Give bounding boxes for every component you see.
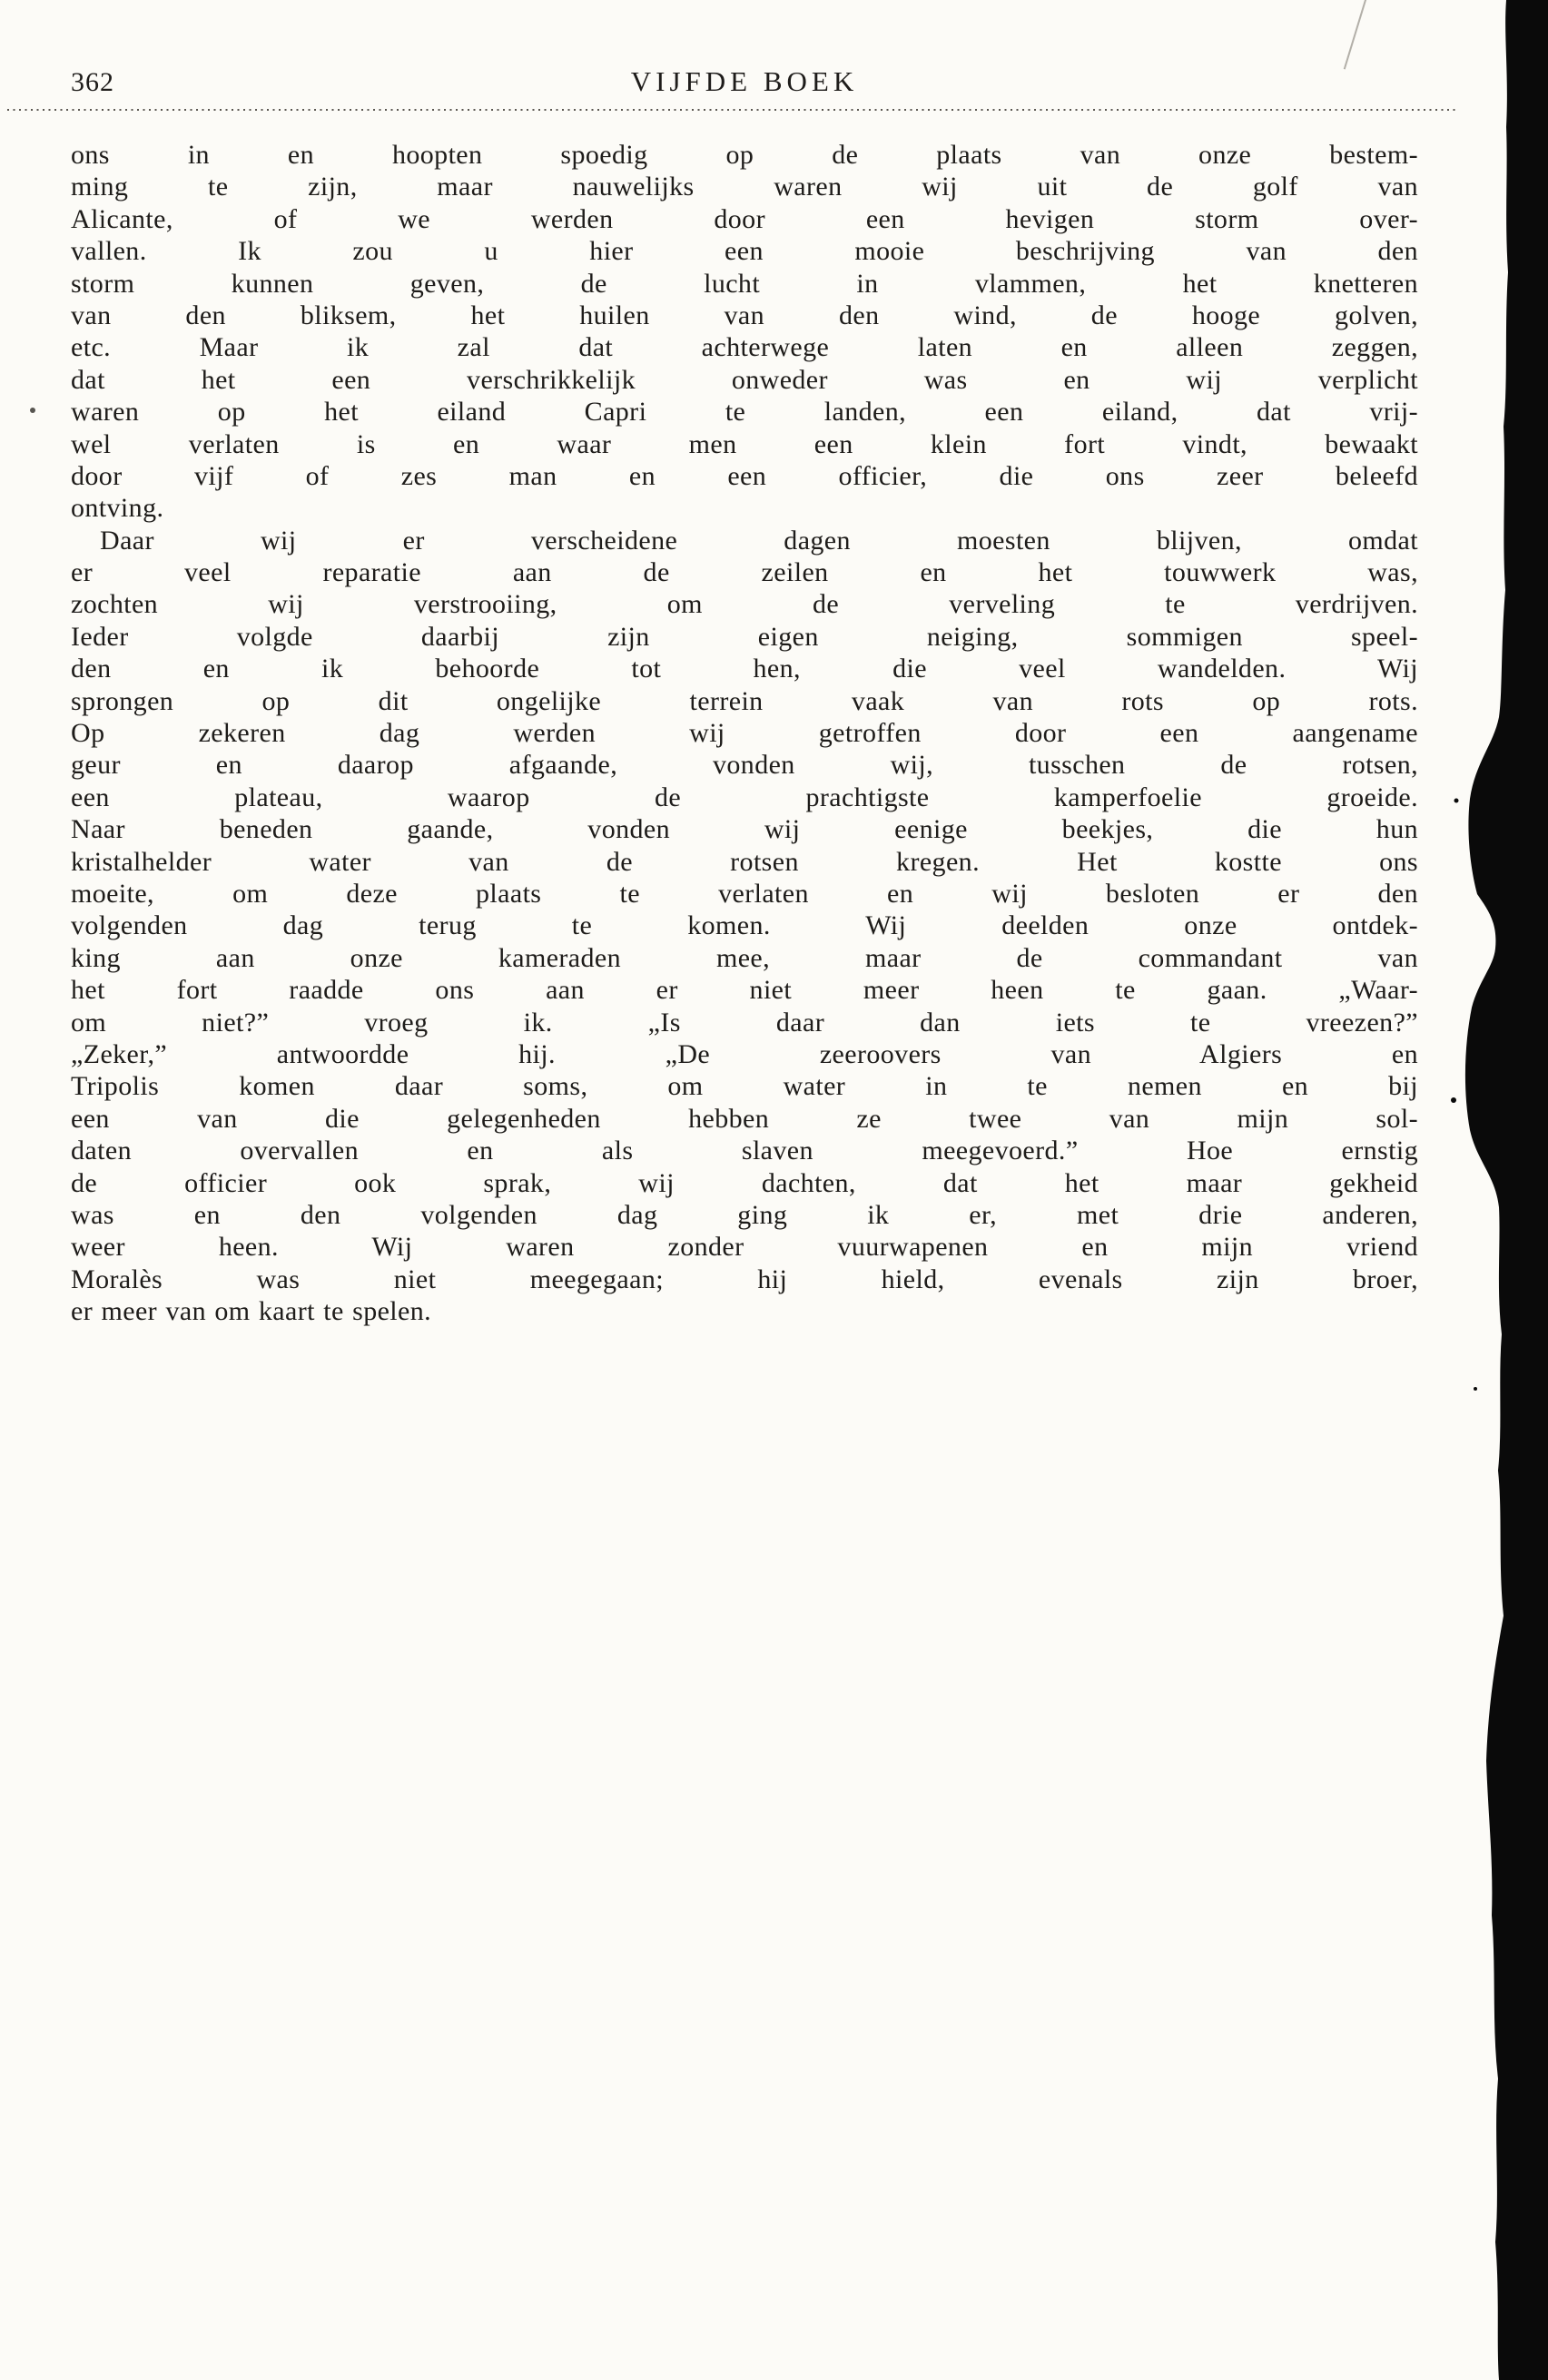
text-line: kristalhelder water van de rotsen kregen. Het kostte ons — [71, 846, 1418, 877]
text-line: Tripolis komen daar soms, om water in te nemen en bij — [71, 1071, 1418, 1102]
edge-speck — [1454, 799, 1459, 803]
text-line: moeite, om deze plaats te verlaten en wij besloten er den — [71, 878, 1418, 909]
text-line: zochten wij verstrooiing, om de verveling te verdrijven. — [71, 589, 1418, 620]
text-line: Naar beneden gaande, vonden wij eenige beekjes, die hun — [71, 814, 1418, 845]
text-line: van den bliksem, het huilen van den wind, de hooge golven, — [71, 300, 1418, 330]
text-line: Ieder volgde daarbij zijn eigen neiging, sommigen speel- — [71, 621, 1418, 652]
scan-scratch-line — [1344, 0, 1367, 69]
text-line: „Zeker,” antwoordde hij. „De zeeroovers van Algiers en — [71, 1038, 1418, 1069]
text-line: vallen. Ik zou u hier een mooie beschrijving van den — [71, 236, 1418, 267]
text-line: een plateau, waarop de prachtigste kamperfoelie groeide. — [71, 782, 1418, 812]
text-line: door vijf of zes man en een officier, die ons zeer beleefd — [71, 460, 1418, 491]
body-text — [71, 139, 1418, 1327]
text-line: het fort raadde ons aan er niet meer heen te gaan. „Waar- — [71, 975, 1418, 1006]
text-line: etc. Maar ik zal dat achterwege laten en alleen zeggen, — [71, 332, 1418, 363]
edge-speck — [1474, 1387, 1477, 1391]
text-line: ontving. — [71, 493, 164, 524]
text-line: ming te zijn, maar nauwelijks waren wij uit de golf van — [71, 172, 1418, 202]
text-line: volgenden dag terug te komen. Wij deelden onze ontdek- — [71, 910, 1418, 941]
text-line: den en ik behoorde tot hen, die veel wandelden. Wij — [71, 654, 1418, 684]
text-line: waren op het eiland Capri te landen, een eiland, dat vrij- — [71, 397, 1418, 428]
text-line: dat het een verschrikkelijk onweder was en wij verplicht — [71, 364, 1418, 395]
text-line: wel verlaten is en waar men een klein fort vindt, bewaakt — [71, 428, 1418, 459]
text-line: storm kunnen geven, de lucht in vlammen, het knetteren — [71, 268, 1418, 299]
page-header — [71, 65, 1418, 102]
text-line: er meer van om kaart te spelen. — [71, 1296, 432, 1327]
text-line: was en den volgenden dag ging ik er, met drie anderen, — [71, 1199, 1418, 1230]
text-line: Daar wij er verscheidene dagen moesten blijven, omdat — [100, 525, 1418, 556]
text-line: sprongen op dit ongelijke terrein vaak van rots op rots. — [71, 685, 1418, 716]
scan-edge-shadow — [1448, 0, 1548, 2380]
header-divider — [7, 108, 1456, 111]
text-line: de officier ook sprak, wij dachten, dat het maar gekheid — [71, 1167, 1418, 1198]
text-line: king aan onze kameraden mee, maar de commandant van — [71, 942, 1418, 973]
edge-speck — [1451, 1097, 1456, 1103]
text-line: een van die gelegenheden hebben ze twee van mijn sol- — [71, 1103, 1418, 1134]
scan-edge-shape — [1465, 0, 1548, 2380]
page-title: VIJFDE BOEK — [630, 65, 859, 97]
ink-speck — [30, 408, 35, 413]
text-line: Alicante, of we werden door een hevigen storm over- — [71, 203, 1418, 234]
text-line: om niet?” vroeg ik. „Is daar dan iets te vreezen?” — [71, 1007, 1418, 1038]
text-line: Op zekeren dag werden wij getroffen door een aangename — [71, 718, 1418, 749]
page-number: 362 — [71, 67, 114, 97]
text-line: ons in en hoopten spoedig op de plaats van onze bestem- — [71, 140, 1418, 170]
text-line: er veel reparatie aan de zeilen en het touwwerk was, — [71, 557, 1418, 588]
text-line: weer heen. Wij waren zonder vuurwapenen en mijn vriend — [71, 1232, 1418, 1263]
text-line: geur en daarop afgaande, vonden wij, tusschen de rotsen, — [71, 750, 1418, 781]
text-line: Moralès was niet meegegaan; hij hield, evenals zijn broer, — [71, 1264, 1418, 1294]
text-line: daten overvallen en als slaven meegevoerd.” Hoe ernstig — [71, 1136, 1418, 1166]
